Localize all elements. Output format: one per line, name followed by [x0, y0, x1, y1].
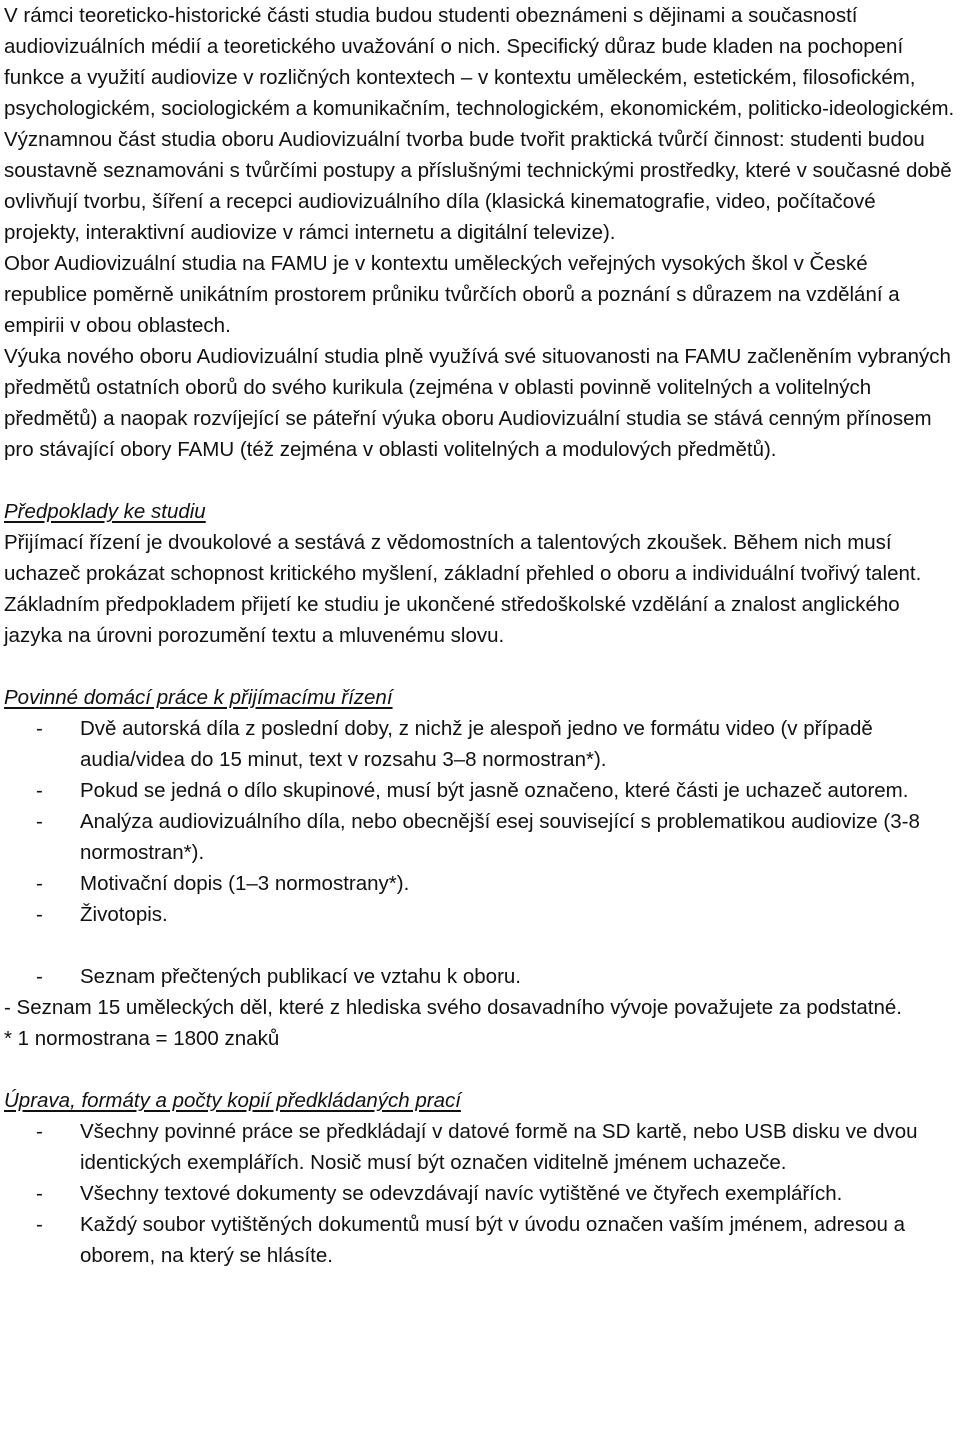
document-page: [4, 0, 956, 1271]
list-item-text: Každý soubor vytištěných dokumentů musí být v úvodu označen vaším jménem, adresou a oborem, na který se hlásíte.: [80, 1213, 905, 1267]
list-item-text: Motivační dopis (1–3 normostrany*).: [80, 872, 410, 895]
list-item-text: Všechny povinné práce se předkládají v datové formě na SD kartě, nebo USB disku ve dvou identických exemplářích. Nosič musí být označen viditelně jménem uchazeče.: [80, 1120, 918, 1174]
homework-list: [4, 713, 956, 992]
list-item-text: Životopis.: [80, 903, 168, 926]
list-item: [4, 868, 956, 899]
dash-bullet: -: [36, 1182, 43, 1205]
list-item: [4, 1116, 956, 1178]
intro-paragraph-practice: Významnou část studia oboru Audiovizuální tvorba bude tvořit praktická tvůrčí činnost: studenti budou soustavně seznamováni s tvůrčími postupy a příslušnými technickými prostředky, které v současné době ovlivňují tvorbu, šíření a recepci audiovizuálního díla (klasická kinematografie, video, počítačové projekty, interaktivní audiovize v rámci internetu a digitální televize).: [4, 128, 952, 244]
prerequisites-paragraph: Přijímací řízení je dvoukolové a sestává z vědomostních a talentových zkoušek. Během nich musí uchazeč prokázat schopnost kritického myšlení, základní přehled o oboru a individuální tvořivý talent. Základním předpokladem přijetí ke studiu je ukončené středoškolské vzdělání a znalost anglického jazyka na úrovni porozumění textu a mluvenému slovu.: [4, 531, 922, 647]
list-item-text: Všechny textové dokumenty se odevzdávají navíc vytištěné ve čtyřech exemplářích.: [80, 1182, 843, 1205]
list-item-text: Pokud se jedná o dílo skupinové, musí být jasně označeno, které části je uchazeč autorem.: [80, 779, 909, 802]
spacer: [4, 465, 956, 496]
spacer: [4, 1054, 956, 1085]
list-item-text: Analýza audiovizuálního díla, nebo obecnější esej související s problematikou audiovize (3-8 normostran*).: [80, 810, 920, 864]
intro-paragraph-theory: V rámci teoreticko-historické části studia budou studenti obeznámeni s dějinami a současností audiovizuálních médií a teoretického uvažování o nich. Specifický důraz bude kladen na pochopení funkce a využití audiovize v rozličných kontextech – v kontextu uměleckém, estetickém, filosofickém, psychologickém, sociologickém a komunikačním, technologickém, ekonomickém, politicko-ideologickém.: [4, 4, 955, 120]
section-heading-format: Úprava, formáty a počty kopií předkládaných prací: [4, 1089, 461, 1112]
dash-bullet: -: [36, 1213, 43, 1236]
spacer: [4, 651, 956, 682]
dash-bullet: -: [36, 1120, 43, 1143]
list-item: [4, 806, 956, 868]
intro-paragraph-famu: Obor Audiovizuální studia na FAMU je v kontextu uměleckých veřejných vysokých škol v České republice poměrně unikátním prostorem průniku tvůrčích oborů a poznání s důrazem na vzdělání a empirii v obou oblastech.: [4, 252, 900, 337]
list-item: [4, 899, 956, 930]
intro-paragraph-teaching: Výuka nového oboru Audiovizuální studia plně využívá své situovanosti na FAMU začleněním vybraných předmětů ostatních oborů do svého kurikula (zejména v oblasti povinně volitelných a volitelných předmětů) a naopak rozvíjející se páteřní výuka oboru Audiovizuální studia se stává cenným přínosem pro stávající obory FAMU (též zejména v oblasti volitelných a modulových předmětů).: [4, 345, 951, 461]
list-item: [4, 961, 956, 992]
dash-bullet: -: [36, 779, 43, 802]
dash-bullet: -: [36, 965, 43, 988]
section-heading-homework: Povinné domácí práce k přijímacímu řízení: [4, 686, 393, 709]
footnote: * 1 normostrana = 1800 znaků: [4, 1027, 280, 1050]
dash-bullet: -: [36, 717, 43, 740]
section-heading-prerequisites: Předpoklady ke studiu: [4, 500, 206, 523]
dash-bullet: -: [36, 903, 43, 926]
list-item: [4, 1209, 956, 1271]
list-item: [4, 1178, 956, 1209]
list-item: [4, 775, 956, 806]
dash-bullet: -: [36, 872, 43, 895]
dash-bullet: -: [36, 810, 43, 833]
list-item-text: Dvě autorská díla z poslední doby, z nichž je alespoň jedno ve formátu video (v případě audia/videa do 15 minut, text v rozsahu 3–8 normostran*).: [80, 717, 873, 771]
format-list: [4, 1116, 956, 1271]
list-item: [4, 713, 956, 775]
works-list-paragraph: - Seznam 15 uměleckých děl, které z hlediska svého dosavadního vývoje považujete za podstatné.: [4, 996, 902, 1019]
list-item-text: Seznam přečtených publikací ve vztahu k oboru.: [80, 965, 521, 988]
